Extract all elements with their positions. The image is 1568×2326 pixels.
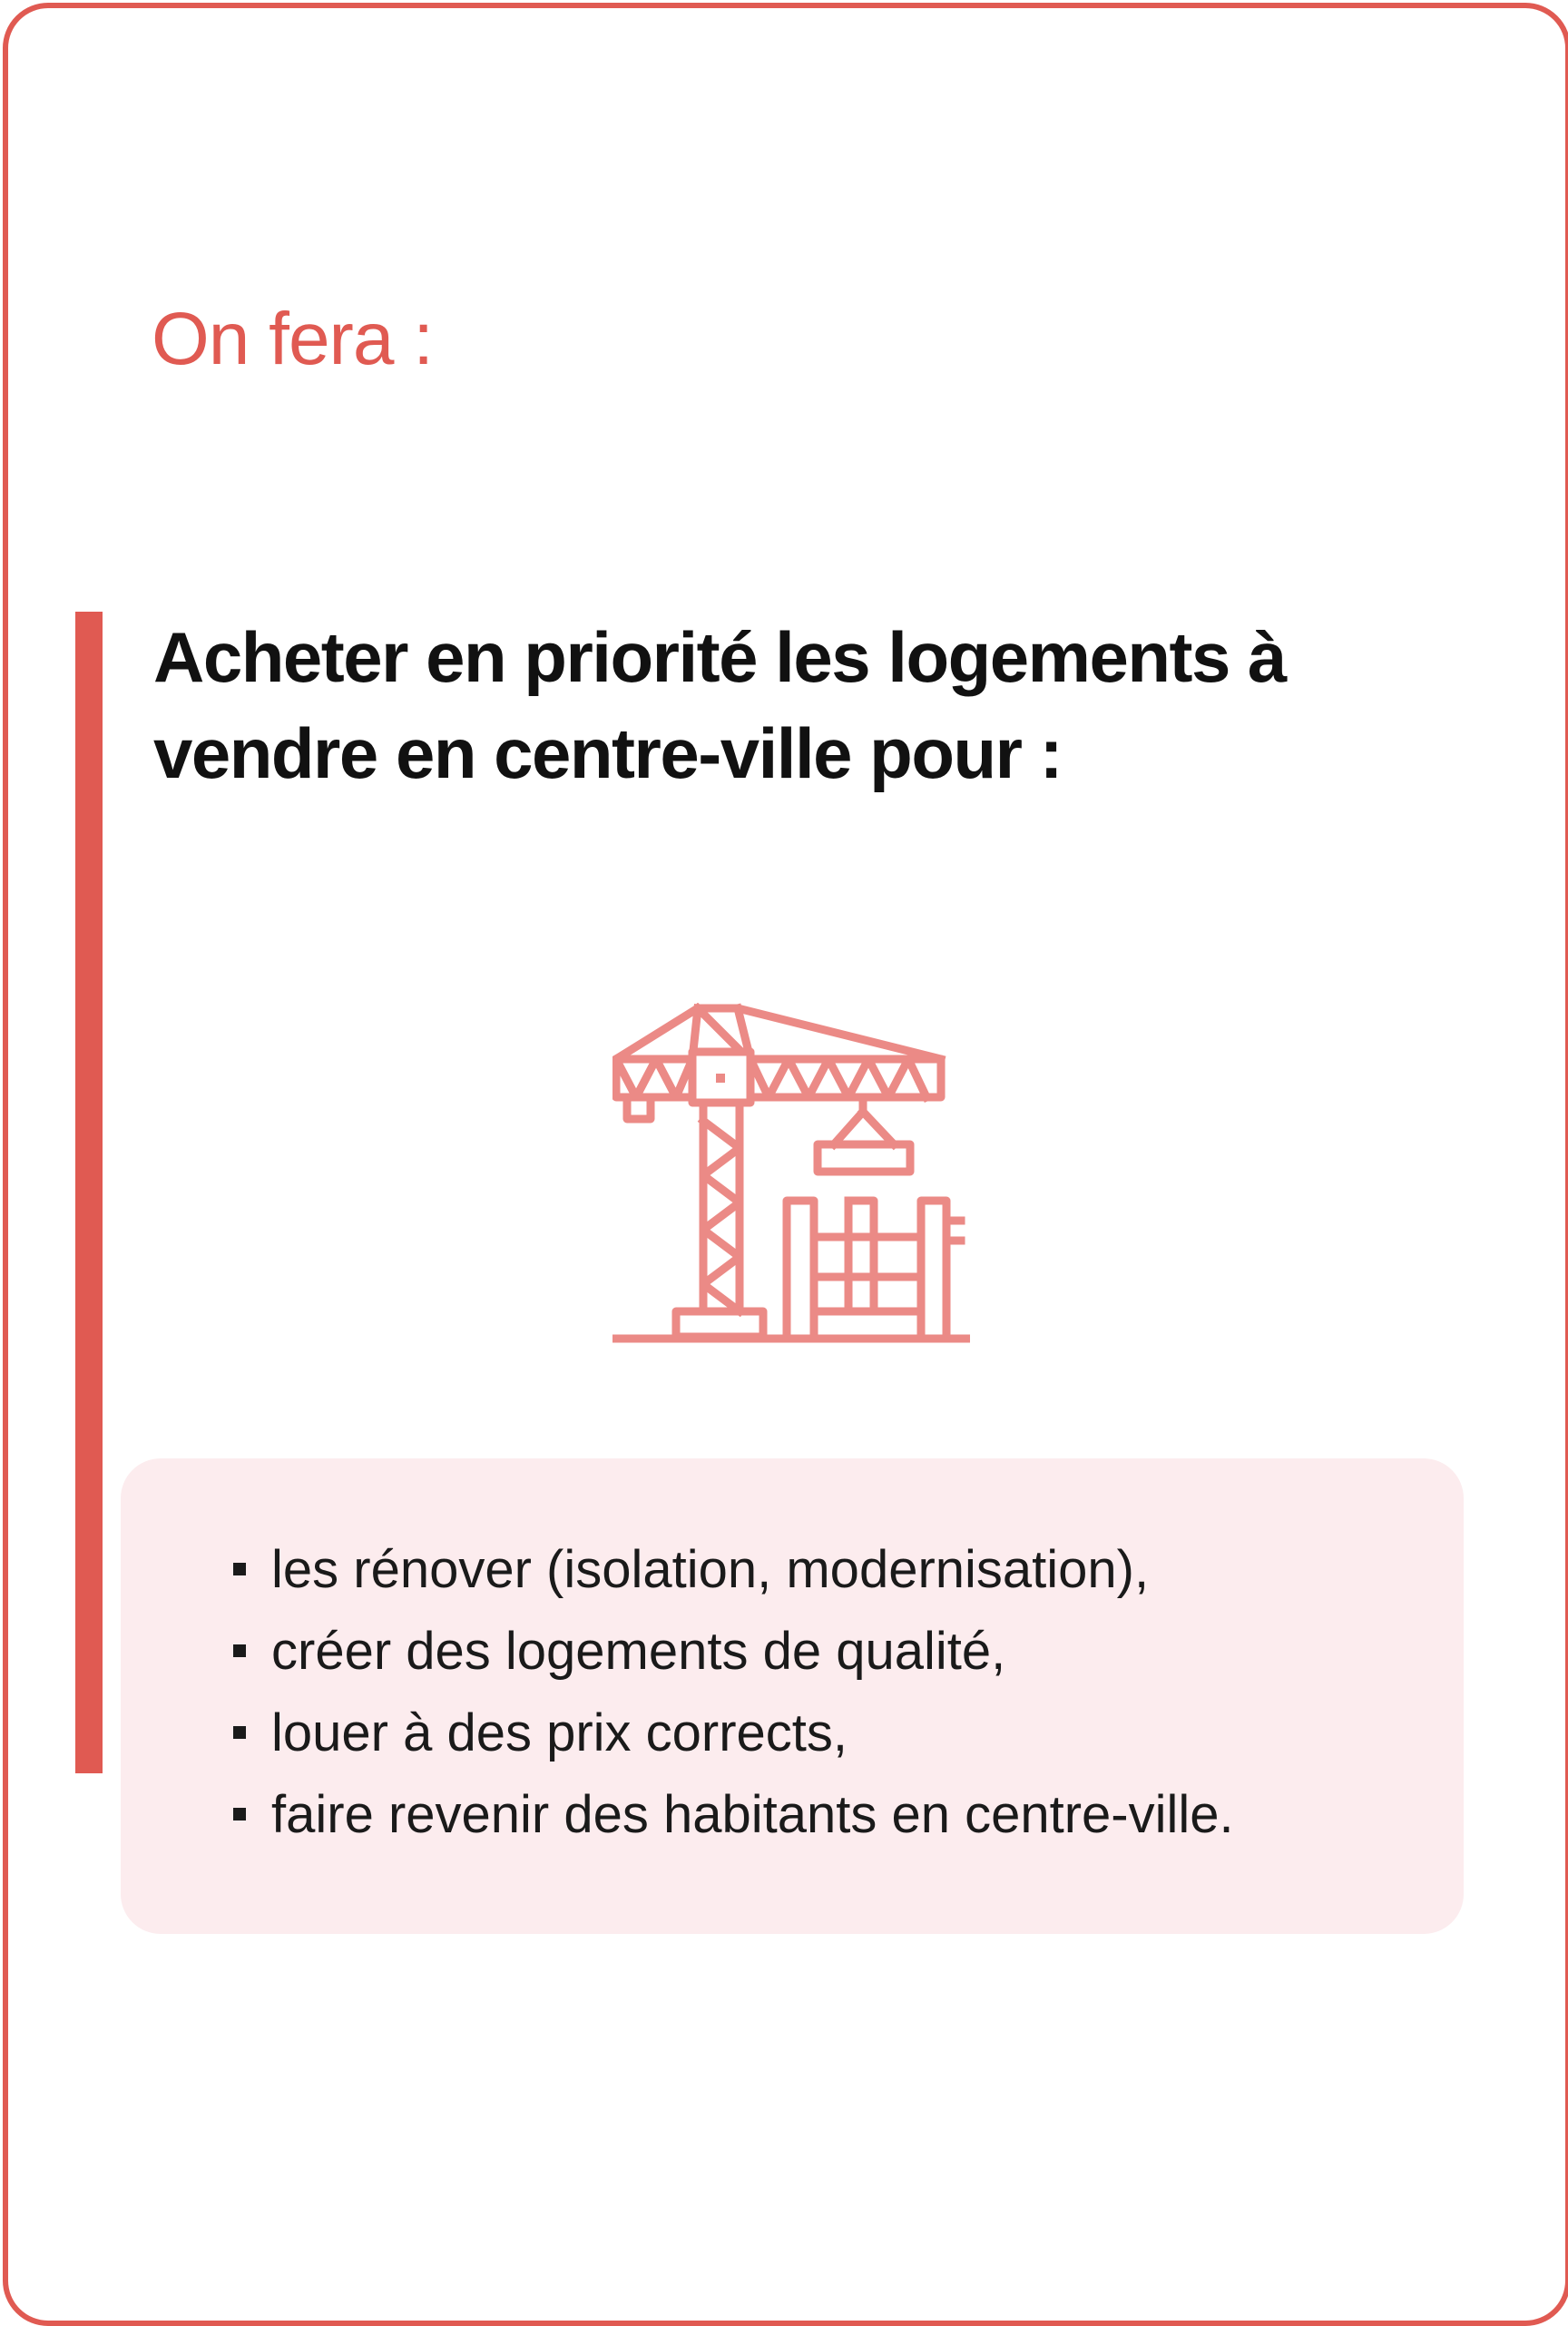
heading-line-2: vendre en centre-ville pour :: [153, 713, 1063, 793]
bullet-square-icon: [233, 1563, 246, 1575]
bullet-square-icon: [233, 1808, 246, 1821]
heading-line-1: Acheter en priorité les logements à: [153, 617, 1286, 697]
bullet-square-icon: [233, 1726, 246, 1739]
list-item: [233, 1611, 1464, 1693]
list-item: [233, 1774, 1464, 1856]
list-item-text: louer à des prix corrects,: [271, 1703, 848, 1762]
list-item-text: créer des logements de qualité,: [271, 1622, 1006, 1681]
accent-bar: [75, 612, 103, 1773]
list-item-text: faire revenir des habitants en centre-ville.: [271, 1785, 1234, 1844]
construction-crane-icon: [612, 1003, 970, 1348]
list-item-text: les rénover (isolation, modernisation),: [271, 1540, 1150, 1599]
benefits-panel: [121, 1458, 1464, 1934]
list-item: [233, 1693, 1464, 1774]
main-heading: [153, 609, 1333, 801]
bullet-square-icon: [233, 1644, 246, 1657]
benefits-list: [121, 1458, 1464, 1856]
section-title: On fera :: [152, 298, 434, 380]
card: [3, 3, 1568, 2326]
list-item: [233, 1529, 1464, 1611]
